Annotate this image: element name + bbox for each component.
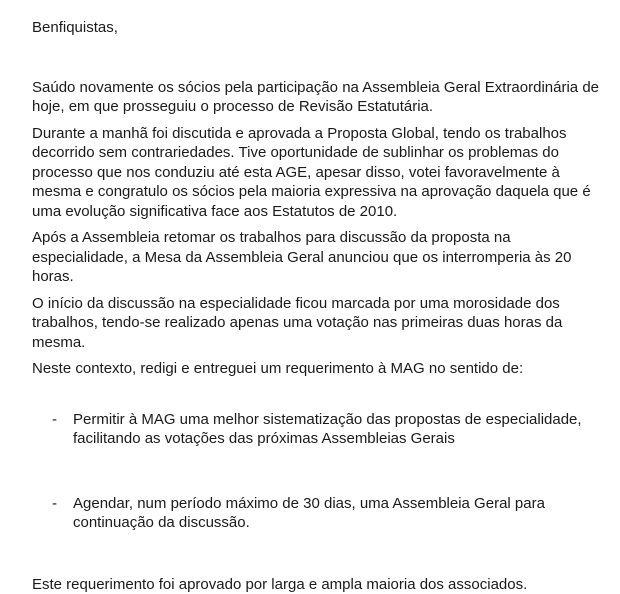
paragraph-morning-session: Durante a manhã foi discutida e aprovada a Proposta Global, tendo os trabalhos decorrido sem contrariedades. Tive oportunidade de sublinhar os problemas do processo que nos conduziu até esta AGE, apesar disso, votei favoravelmente à mesma e congratulo os sócios pela maioria expressiva na aprovação daquela que é uma evolução significativa face aos Estatutos de 2010.	[32, 124, 607, 222]
letter-body	[32, 18, 607, 594]
list-dash: -	[52, 494, 57, 514]
list-item	[32, 410, 607, 449]
list-item	[32, 494, 607, 533]
paragraph-request-intro: Neste contexto, redigi e entreguei um requerimento à MAG no sentido de:	[32, 359, 607, 379]
list-item-text: Agendar, num período máximo de 30 dias, uma Assembleia Geral para continuação da discussão.	[73, 495, 545, 532]
paragraph-thanks: Saúdo novamente os sócios pela participação na Assembleia Geral Extraordinária de hoje, em que prosseguiu o processo de Revisão Estatutária.	[32, 78, 607, 117]
list-item-text: Permitir à MAG uma melhor sistematização das propostas de especialidade, facilitando as votações das próximas Assembleias Gerais	[73, 411, 582, 448]
list-dash: -	[52, 410, 57, 430]
letter-greeting: Benfiquistas,	[32, 18, 607, 38]
paragraph-slow-discussion: O início da discussão na especialidade ficou marcada por uma morosidade dos trabalhos, tendo-se realizado apenas uma votação nas primeiras duas horas da mesma.	[32, 294, 607, 353]
closing-paragraph: Este requerimento foi aprovado por larga e ampla maioria dos associados.	[32, 575, 607, 594]
request-list	[32, 410, 607, 533]
paragraph-afternoon-session: Após a Assembleia retomar os trabalhos para discussão da proposta na especialidade, a Mesa da Assembleia Geral anunciou que os interromperia às 20 horas.	[32, 228, 607, 287]
